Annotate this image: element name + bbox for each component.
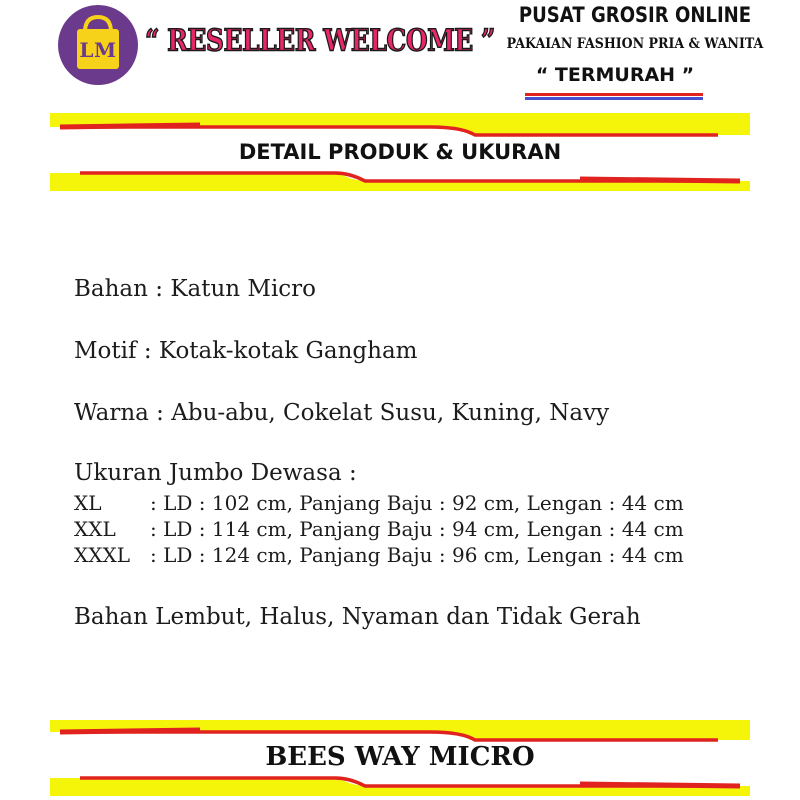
comfort-text: Bahan Lembut, Halus, Nyaman dan Tidak Gerah [74,604,641,630]
store-title: PUSAT GROSIR ONLINE [518,3,752,27]
size-spec: : LD : 114 cm, Panjang Baju : 94 cm, Lengan : 44 cm [150,517,684,541]
section-title: DETAIL PRODUK & UKURAN [238,140,562,164]
material-text: Bahan : Katun Micro [74,276,317,302]
section-title-banner [50,113,750,191]
size-spec: : LD : 102 cm, Panjang Baju : 92 cm, Lengan : 44 cm [150,491,684,515]
store-subtitle: PAKAIAN FASHION PRIA & WANITA [506,36,764,52]
size-label: XXXL [74,543,130,567]
size-heading: Ukuran Jumbo Dewasa : [74,460,357,486]
tagline-underline-red [525,93,703,96]
reseller-welcome-heading: “ RESELLER WELCOME ” [145,23,495,58]
logo-text: LM [79,38,117,62]
size-label: XXL [74,517,116,541]
size-spec: : LD : 124 cm, Panjang Baju : 96 cm, Lengan : 44 cm [150,543,684,567]
tagline: “ TERMURAH ” [535,64,695,86]
pattern-text: Motif : Kotak-kotak Gangham [74,338,418,364]
product-name: BEES WAY MICRO [265,742,535,772]
product-name-banner [50,720,750,796]
size-label: XL [74,491,102,515]
colors-text: Warna : Abu-abu, Cokelat Susu, Kuning, Navy [74,400,610,426]
store-logo [58,5,138,85]
tagline-underline-blue [525,97,703,100]
